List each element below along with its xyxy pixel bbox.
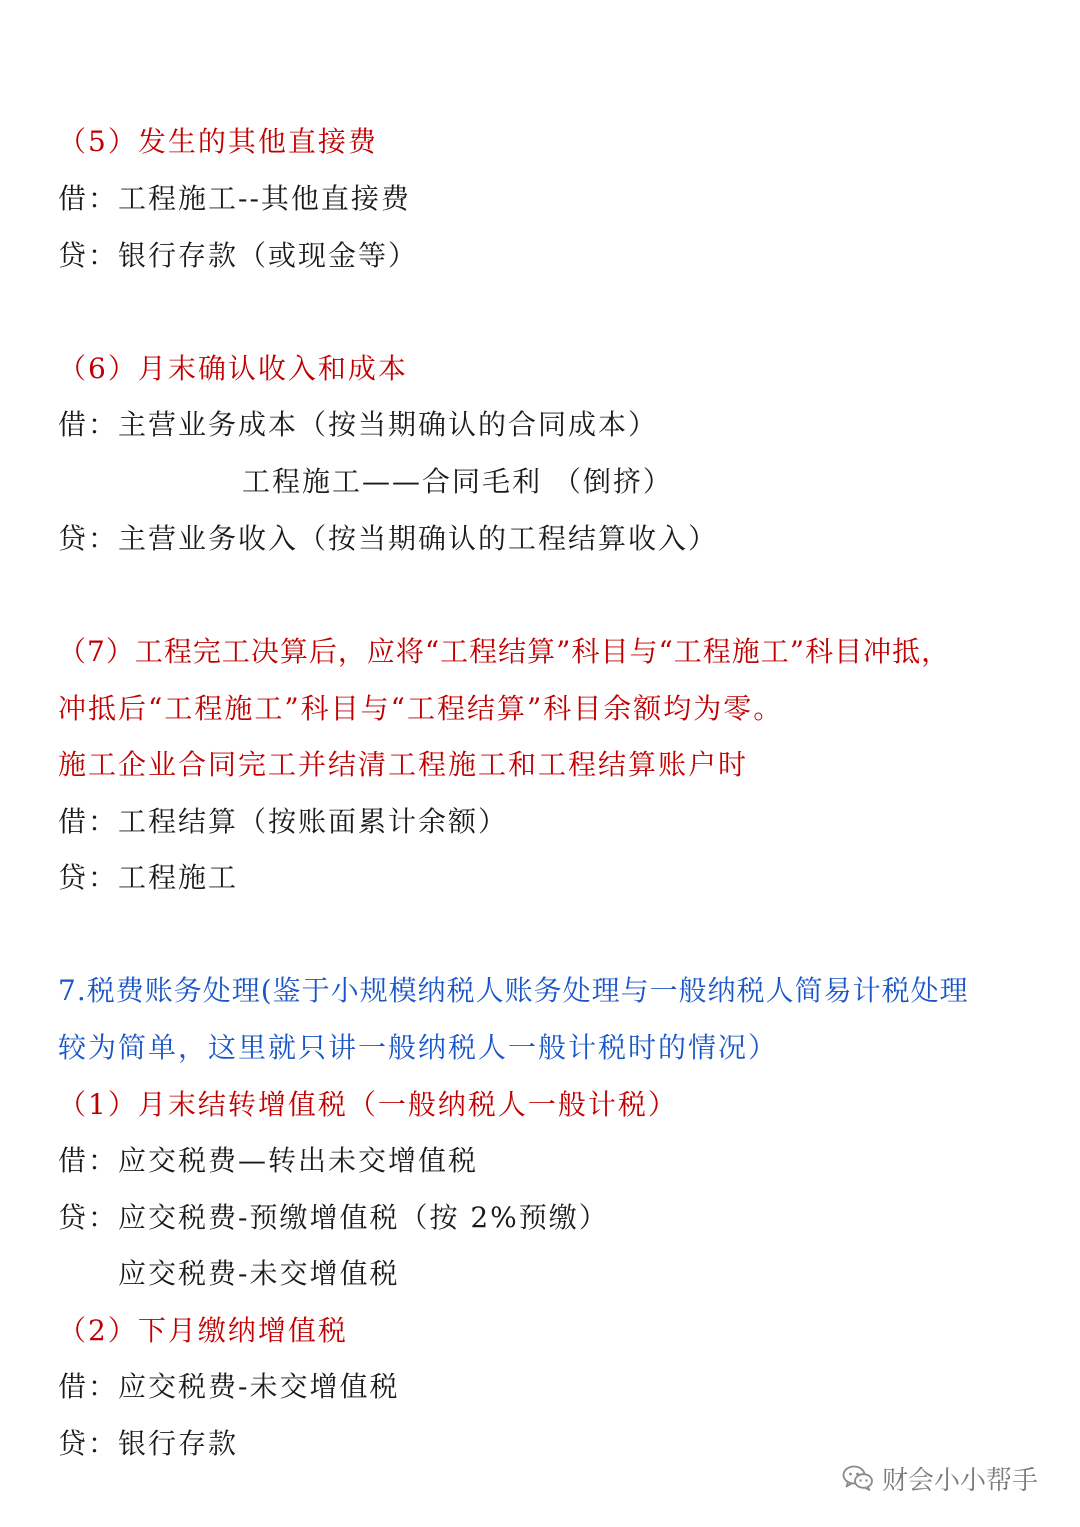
tax-sub1-credit-continued: 应交税费-未交增值税	[118, 1257, 400, 1290]
section7-debit: 借：工程结算（按账面累计余额）	[58, 805, 509, 838]
section7-heading-line1: （7）工程完工决算后，应将“工程结算”科目与“工程施工”科目冲抵，	[58, 635, 951, 668]
section6-debit-continued: 工程施工——合同毛利 （倒挤）	[242, 465, 673, 498]
watermark-text: 财会小小帮手	[882, 1465, 1039, 1496]
section5-debit: 借：工程施工--其他直接费	[58, 182, 411, 215]
tax-sub2-debit: 借：应交税费-未交增值税	[58, 1370, 400, 1403]
section6-credit: 贷：主营业务收入（按当期确认的工程结算收入）	[58, 522, 719, 555]
section5-heading: （5）发生的其他直接费	[58, 125, 378, 158]
tax-sub1-credit: 贷：应交税费-预缴增值税（按 2%预缴）	[58, 1201, 609, 1234]
section7-heading-line2: 冲抵后“工程施工”科目与“工程结算”科目余额均为零。	[58, 692, 784, 725]
watermark	[842, 1458, 1038, 1498]
tax-sub1-debit: 借：应交税费—转出未交增值税	[58, 1144, 479, 1177]
tax-title-line2: 较为简单，这里就只讲一般纳税人一般计税时的情况）	[58, 1031, 779, 1064]
tax-sub2-credit: 贷：银行存款	[58, 1427, 239, 1460]
tax-sub1-heading: （1）月末结转增值税（一般纳税人一般计税）	[58, 1088, 678, 1121]
section5-credit: 贷：银行存款（或现金等）	[58, 239, 419, 272]
tax-sub2-heading: （2）下月缴纳增值税	[58, 1314, 348, 1347]
wechat-icon	[842, 1464, 874, 1492]
section7-credit: 贷：工程施工	[58, 861, 239, 894]
section6-heading: （6）月末确认收入和成本	[58, 352, 408, 385]
tax-title-line1: 7.税费账务处理(鉴于小规模纳税人账务处理与一般纳税人简易计税处理	[58, 974, 969, 1007]
section7-heading-line3: 施工企业合同完工并结清工程施工和工程结算账户时	[58, 748, 749, 781]
section6-debit: 借：主营业务成本（按当期确认的合同成本）	[58, 408, 659, 441]
